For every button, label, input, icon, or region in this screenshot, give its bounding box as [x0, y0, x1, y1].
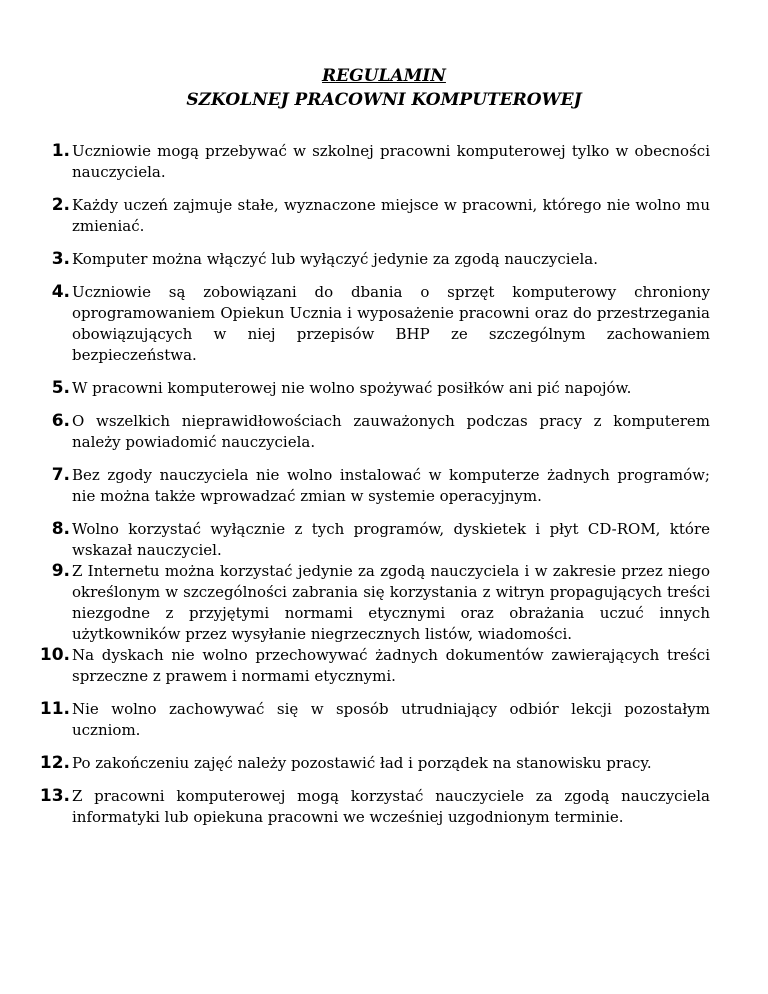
- rule-number: 13.: [39, 786, 70, 806]
- rule-item: [51, 411, 710, 453]
- rule-text: Z Internetu można korzystać jedynie za zgodą nauczyciela i w zakresie przez niego określonym w szczególności zabrania się korzystania z witryn propagujących treści niezgodne z przyjętymi normami etycznymi oraz obrażania uczuć innych użytkowników przez wysyłanie niegrzecznych listów, wiadomości.: [72, 562, 710, 643]
- rule-text: Uczniowie mogą przebywać w szkolnej pracowni komputerowej tylko w obecności nauczyciela.: [72, 142, 710, 181]
- rule-item: [39, 699, 710, 741]
- rule-item: [51, 465, 710, 507]
- rule-number: 10.: [39, 645, 70, 665]
- rule-item: [51, 282, 710, 366]
- title-line-2: SZKOLNEJ PRACOWNI KOMPUTEROWEJ: [186, 90, 582, 110]
- rules-list: [0, 141, 768, 840]
- rule-text: Wolno korzystać wyłącznie z tych programów, dyskietek i płyt CD-ROM, które wskazał nauczyciel.: [72, 520, 710, 559]
- rule-item: [39, 753, 710, 774]
- rule-text: Uczniowie są zobowiązani do dbania o sprzęt komputerowy chroniony oprogramowaniem Opiekun Ucznia i wyposażenie pracowni oraz do przestrzegania obowiązujących w niej przepisów BHP ze szczególnym zachowaniem bezpieczeństwa.: [72, 283, 710, 364]
- rule-text: Bez zgody nauczyciela nie wolno instalować w komputerze żadnych programów; nie można także wprowadzać zmian w systemie operacyjnym.: [72, 466, 710, 505]
- rule-item: [51, 195, 710, 237]
- rule-number: 8.: [51, 519, 70, 539]
- rule-number: 2.: [51, 195, 70, 215]
- rule-item: [51, 141, 710, 183]
- rule-text: Po zakończeniu zajęć należy pozostawić ład i porządek na stanowisku pracy.: [72, 754, 652, 772]
- rule-number: 9.: [51, 561, 70, 581]
- rule-number: 12.: [39, 753, 70, 773]
- rule-number: 5.: [51, 378, 70, 398]
- rule-number: 4.: [51, 282, 70, 302]
- rule-text: Na dyskach nie wolno przechowywać żadnych dokumentów zawierających treści sprzeczne z prawem i normami etycznymi.: [72, 646, 710, 685]
- rule-number: 11.: [39, 699, 70, 719]
- title-line-1: REGULAMIN: [322, 66, 446, 86]
- rule-text: Z pracowni komputerowej mogą korzystać nauczyciele za zgodą nauczyciela informatyki lub opiekuna pracowni we wcześniej uzgodnionym terminie.: [72, 787, 710, 826]
- rule-text: Każdy uczeń zajmuje stałe, wyznaczone miejsce w pracowni, którego nie wolno mu zmieniać.: [72, 196, 710, 235]
- rule-number: 1.: [51, 141, 70, 161]
- rule-text: O wszelkich nieprawidłowościach zauważonych podczas pracy z komputerem należy powiadomić nauczyciela.: [72, 412, 710, 451]
- rule-text: Nie wolno zachowywać się w sposób utrudniający odbiór lekcji pozostałym uczniom.: [72, 700, 710, 739]
- rule-item: [39, 786, 710, 828]
- document-title: [0, 64, 768, 112]
- rule-item: [39, 645, 710, 687]
- rule-item: [51, 519, 710, 561]
- rule-number: 7.: [51, 465, 70, 485]
- rule-number: 6.: [51, 411, 70, 431]
- rule-item: [51, 378, 710, 399]
- rule-number: 3.: [51, 249, 70, 269]
- rule-text: Komputer można włączyć lub wyłączyć jedynie za zgodą nauczyciela.: [72, 250, 598, 268]
- rule-item: [51, 249, 710, 270]
- rule-item: [51, 561, 710, 645]
- rule-text: W pracowni komputerowej nie wolno spożywać posiłków ani pić napojów.: [72, 379, 632, 397]
